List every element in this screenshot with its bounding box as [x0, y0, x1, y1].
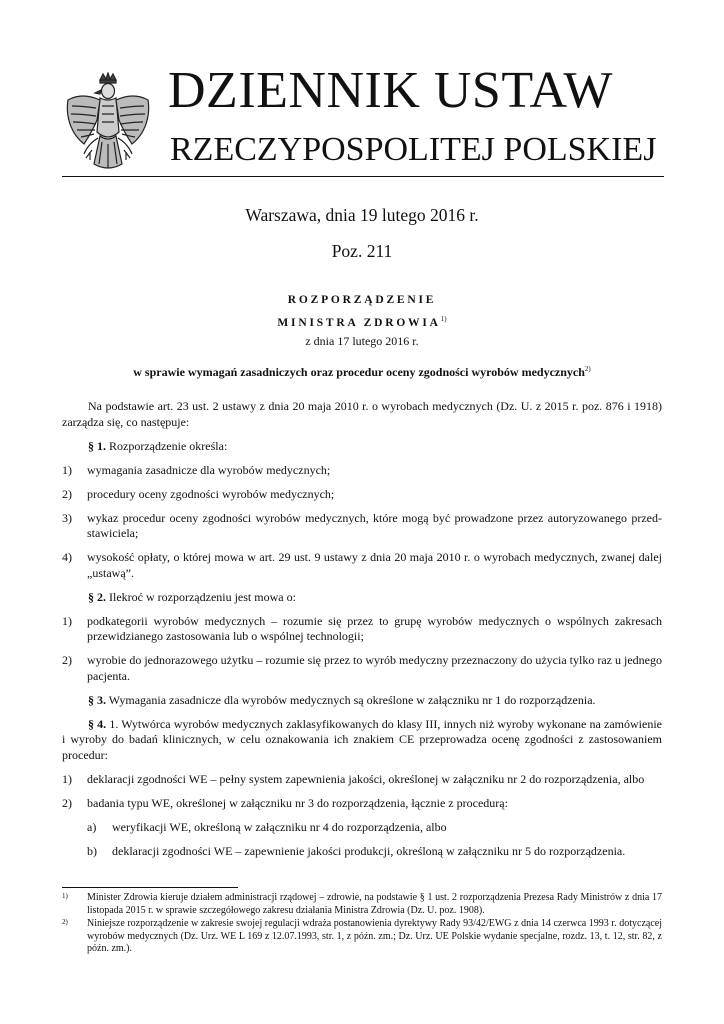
list-item-text: podkategorii wyrobów medycznych – rozumie się przez to grupę wyrobów medycznych o wspólnych zakresach przewidzianego zastosowania lub o wspólnej technologii; — [87, 613, 662, 643]
footnote — [62, 918, 662, 956]
sub-list-item — [62, 844, 662, 860]
act-subject — [0, 361, 724, 380]
dateline: Warszawa, dnia 19 lutego 2016 r. — [245, 205, 479, 225]
act-subject-text: w sprawie wymagań zasadniczych oraz procedur oceny zgodności wyrobów medycznych — [133, 365, 585, 379]
section-3-text: Wymagania zasadnicze dla wyrobów medycznych są określone w załączniku nr 1 do rozporządzenia. — [106, 692, 596, 707]
section-2-text: Ilekroć w rozporządzeniu jest mowa o: — [106, 589, 296, 604]
list-item — [62, 511, 662, 542]
section-4-text: 1. Wytwórca wyrobów medycznych zaklasyfikowanych do klasy III, innych niż wyroby wykonane na zamówienie i wyroby do badań klinicznych, w celu oznakowania ich znakiem CE przeprowadza ocenę zgodności z zastosowaniem procedur: — [62, 716, 662, 762]
list-item-text: wymagania zasadnicze dla wyrobów medycznych; — [87, 462, 331, 477]
masthead-subtitle: RZECZYPOSPOLITEJ POLSKIEJ — [170, 131, 657, 168]
list-item — [62, 550, 662, 581]
act-date: z dnia 17 lutego 2016 r. — [305, 334, 419, 348]
list-item-text: deklaracji zgodności WE – pełny system zapewnienia jakości, określonej w załączniku nr 2 do rozporządzenia, albo — [87, 771, 645, 786]
list-item-number: 2) — [62, 486, 72, 501]
act-type: ROZPORZĄDZENIE — [287, 294, 437, 306]
list-item-number: 1) — [62, 771, 72, 786]
section-1-mark: § 1. — [88, 438, 106, 453]
act-issuer-text: MINISTRA ZDROWIA — [277, 317, 441, 329]
list-item-text: badania typu WE, określonej w załączniku nr 3 do rozporządzenia, łącznie z procedurą: — [87, 795, 508, 810]
list-item-text: wyrobie do jednorazowego użytku – rozumie się przez to wyrób medyczny przeznaczony do użycia tylko raz u jednego pacjenta. — [87, 653, 662, 683]
section-3 — [62, 693, 662, 709]
sub-list-item-letter: a) — [87, 819, 97, 834]
list-item — [62, 463, 662, 479]
list-item-number: 2) — [62, 653, 72, 667]
footnote-number: 2) — [62, 918, 68, 926]
section-4-mark: § 4. — [88, 716, 107, 731]
list-item-number: 1) — [62, 462, 72, 477]
section-4 — [62, 717, 662, 764]
masthead-rule — [62, 176, 664, 177]
section-1 — [62, 439, 662, 455]
footnote-number: 1) — [62, 892, 68, 900]
list-item — [62, 796, 662, 812]
section-1-text: Rozporządzenie określa: — [106, 438, 228, 453]
footnote — [62, 892, 662, 917]
list-item — [62, 653, 662, 684]
act-issuer — [0, 311, 724, 331]
sub-list-item-letter: b) — [87, 843, 97, 858]
preamble: Na podstawie art. 23 ust. 2 ustawy z dnia 20 maja 2010 r. o wyrobach medycznych (Dz. U. z 2015 r. poz. 876 i 1918) zarządza się, co następuje: — [62, 399, 662, 429]
section-2 — [62, 590, 662, 606]
list-item — [62, 487, 662, 503]
list-item-number: 3) — [62, 510, 72, 525]
list-item-number: 2) — [62, 795, 72, 810]
list-item — [62, 614, 662, 645]
list-item-text: wysokość opłaty, o której mowa w art. 29 ust. 9 ustawy z dnia 20 maja 2010 r. o wyrobach medycznych, zwanej dalej „ustawą”. — [87, 550, 662, 580]
section-2-mark: § 2. — [88, 589, 106, 604]
footnotes — [62, 892, 662, 957]
footnote-text: Minister Zdrowia kieruje działem administracji rządowej – zdrowie, na podstawie § 1 ust. 2 rozporządzenia Prezesa Rady Ministrów z dnia 17 listopada 2015 r. w sprawie szczegółowego zakresu działania Ministra Zdrowia (Dz. U. poz. 1908). — [87, 892, 662, 916]
document-body — [62, 399, 662, 868]
footnote-ref-2: 2) — [584, 365, 591, 373]
sub-list-item — [62, 820, 662, 836]
sub-list-item-text: deklaracji zgodności WE – zapewnienie jakości produkcji, określoną w załączniku nr 5 do rozporządzenia. — [112, 843, 626, 858]
polish-eagle-emblem-icon — [62, 72, 154, 180]
footnote-text: Niniejsze rozporządzenie w zakresie swojej regulacji wdraża postanowienia dyrektywy Rady 93/42/EWG z dnia 14 czerwca 1993 r. dotyczącej wyrobów medycznych (Dz. Urz. WE L 169 z 12.07.1993, str. 1, z późn. zm.; Dz. Urz. UE Polskie wydanie specjalne, rozdz. 13, t. 12, str. 82, z późn. zm.). — [87, 918, 662, 954]
position-number: Poz. 211 — [331, 241, 393, 261]
list-item-number: 4) — [62, 550, 72, 564]
footnote-ref-1: 1) — [440, 315, 447, 323]
footnote-rule — [62, 887, 238, 888]
list-item-text: wykaz procedur oceny zgodności wyrobów medycznych, które mogą być prowadzone przez autoryzowanego przedstawiciela; — [87, 510, 662, 540]
list-item — [62, 772, 662, 788]
masthead-title: DZIENNIK USTAW — [168, 62, 613, 119]
list-item-text: procedury oceny zgodności wyrobów medycznych; — [87, 486, 335, 501]
list-item-number: 1) — [62, 613, 72, 628]
sub-list-item-text: weryfikacji WE, określoną w załączniku nr 4 do rozporządzenia, albo — [112, 819, 447, 834]
section-3-mark: § 3. — [88, 692, 106, 707]
